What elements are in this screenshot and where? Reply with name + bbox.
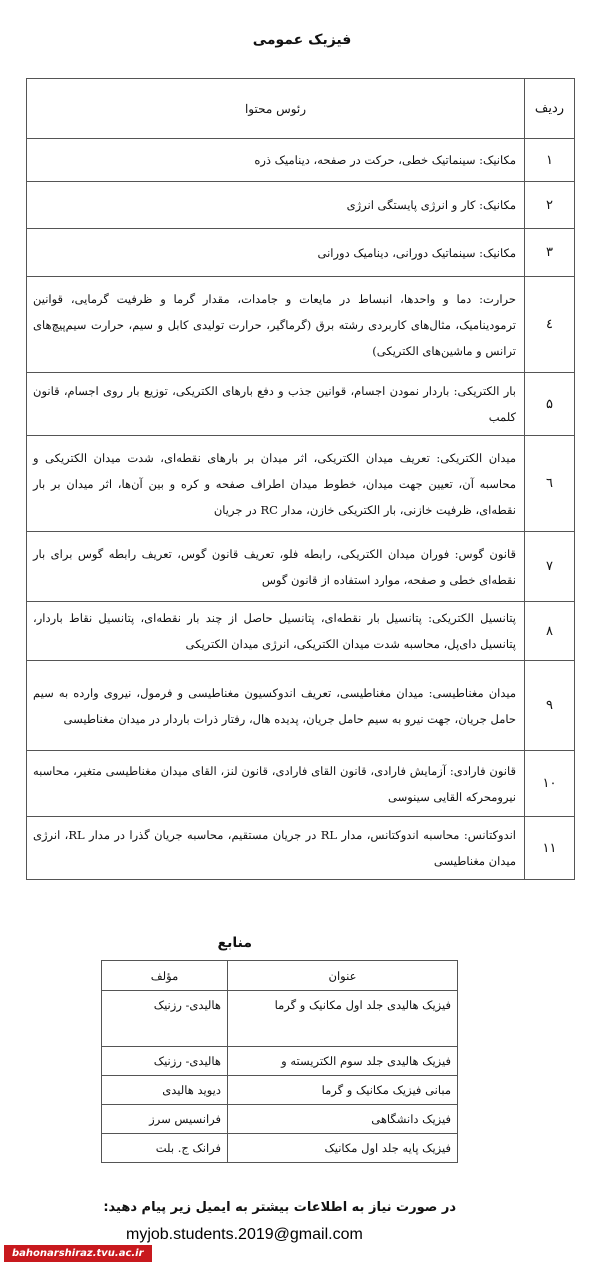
table-row	[27, 229, 575, 277]
row-number: ۹	[525, 661, 575, 751]
row-content: اندوکتانس: محاسبه اندوکتانس، مدار RL در جریان مستقیم، محاسبه جریان گذرا در مدار RL، انرژی میدان مغناطیسی	[27, 817, 525, 880]
table-row	[27, 817, 575, 880]
row-content: میدان الکتریکی: تعریف میدان الکتریکی، اثر میدان بر بارهای نقطه‌ای، شدت میدان الکتریکی و محاسبه آن، تعیین جهت میدان، خطوط میدان اطراف صفحه و کره و بین آن‌ها، اثر میدان بر بار نقطه‌ای، ظرفیت خازنی، بار الکتریکی خازن، مدار RC در جریان	[27, 436, 525, 532]
reference-title: فیزیک هالیدی جلد سوم الکتریسته و	[228, 1047, 458, 1076]
row-content: قانون گوس: فوران میدان الکتریکی، رابطه فلو، تعریف قانون گوس، تعریف رابطه گوس برای بار نقطه‌ای خطی و صفحه، موارد استفاده از قانون گوس	[27, 532, 525, 602]
table-row	[27, 602, 575, 661]
row-number: ٦	[525, 436, 575, 532]
row-number: ۱۱	[525, 817, 575, 880]
contact-text: در صورت نیاز به اطلاعات بیشتر به ایمیل زیر پیام دهید:	[103, 1200, 456, 1215]
row-content: میدان مغناطیسی: میدان مغناطیسی، تعریف اندوکسیون مغناطیسی و فرمول، نیروی وارده به سیم حامل جریان، جهت نیرو به سیم حامل جریان، پدیده هال، رفتار ذرات باردار در میدان مغناطیسی	[27, 661, 525, 751]
reference-author: فرانک ج. بلت	[102, 1134, 228, 1163]
contact-email[interactable]: myjob.students.2019@gmail.com	[126, 1226, 363, 1243]
table-row	[27, 373, 575, 436]
row-number: ۵	[525, 373, 575, 436]
reference-title: فیزیک دانشگاهی	[228, 1105, 458, 1134]
header-row-number: ردیف	[525, 79, 575, 139]
reference-author: هالیدی- رزنیک	[102, 1047, 228, 1076]
row-content: پتانسیل الکتریکی: پتانسیل بار نقطه‌ای، پتانسیل حاصل از چند بار نقطه‌ای، پتانسیل نقاط باردار، پتانسیل دای‌پل، محاسبه شدت میدان الکتریکی، انرژی میدان الکتریکی	[27, 602, 525, 661]
table-row	[27, 532, 575, 602]
table-row	[102, 991, 458, 1047]
reference-title: فیزیک پایه جلد اول مکانیک	[228, 1134, 458, 1163]
table-row	[27, 661, 575, 751]
header-title: عنوان	[228, 961, 458, 991]
reference-title: مبانی فیزیک مکانیک و گرما	[228, 1076, 458, 1105]
row-number: ٤	[525, 277, 575, 373]
row-content: قانون فارادی: آزمایش فارادی، قانون القای فارادی، قانون لنز، القای میدان مغناطیسی متغیر، محاسبه نیرومحرکه القایی سینوسی	[27, 751, 525, 817]
syllabus-header-row	[27, 79, 575, 139]
row-number: ۱۰	[525, 751, 575, 817]
page-title: فیزیک عمومی	[252, 32, 352, 48]
row-content: مکانیک: سینماتیک دورانی، دینامیک دورانی	[27, 229, 525, 277]
table-row	[27, 436, 575, 532]
reference-author: دیوید هالیدی	[102, 1076, 228, 1105]
row-number: ۱	[525, 139, 575, 182]
table-row	[27, 139, 575, 182]
table-row	[27, 751, 575, 817]
reference-author: هالیدی- رزنیک	[102, 991, 228, 1047]
table-row	[27, 277, 575, 373]
references-table	[101, 960, 458, 1163]
table-row	[102, 1047, 458, 1076]
site-watermark: bahonarshiraz.tvu.ac.ir	[4, 1245, 152, 1262]
reference-title: فیزیک هالیدی جلد اول مکانیک و گرما	[228, 991, 458, 1047]
header-author: مؤلف	[102, 961, 228, 991]
reference-author: فرانسیس سرز	[102, 1105, 228, 1134]
table-row	[102, 1105, 458, 1134]
row-number: ۲	[525, 182, 575, 229]
syllabus-table	[26, 78, 575, 880]
references-heading: منابع	[217, 935, 252, 951]
row-number: ۳	[525, 229, 575, 277]
table-row	[102, 1134, 458, 1163]
table-row	[102, 1076, 458, 1105]
header-content: رئوس محتوا	[27, 79, 525, 139]
row-content: بار الکتریکی: باردار نمودن اجسام، قوانین جذب و دفع بارهای الکتریکی، توزیع بار روی اجسام، قانون کلمب	[27, 373, 525, 436]
row-content: حرارت: دما و واحدها، انبساط در مایعات و جامدات، مقدار گرما و ظرفیت گرمایی، قوانین ترمودینامیک، مثال‌های کاربردی رشته برق (گرماگیر، حرارت تولیدی کابل و سیم، حرارت سیم‌پیچ‌های ترانس و ماشین‌های الکتریکی)	[27, 277, 525, 373]
row-content: مکانیک: سینماتیک خطی، حرکت در صفحه، دینامیک ذره	[27, 139, 525, 182]
references-header-row	[102, 961, 458, 991]
row-number: ۷	[525, 532, 575, 602]
row-number: ۸	[525, 602, 575, 661]
row-content: مکانیک: کار و انرژی پایستگی انرژی	[27, 182, 525, 229]
table-row	[27, 182, 575, 229]
